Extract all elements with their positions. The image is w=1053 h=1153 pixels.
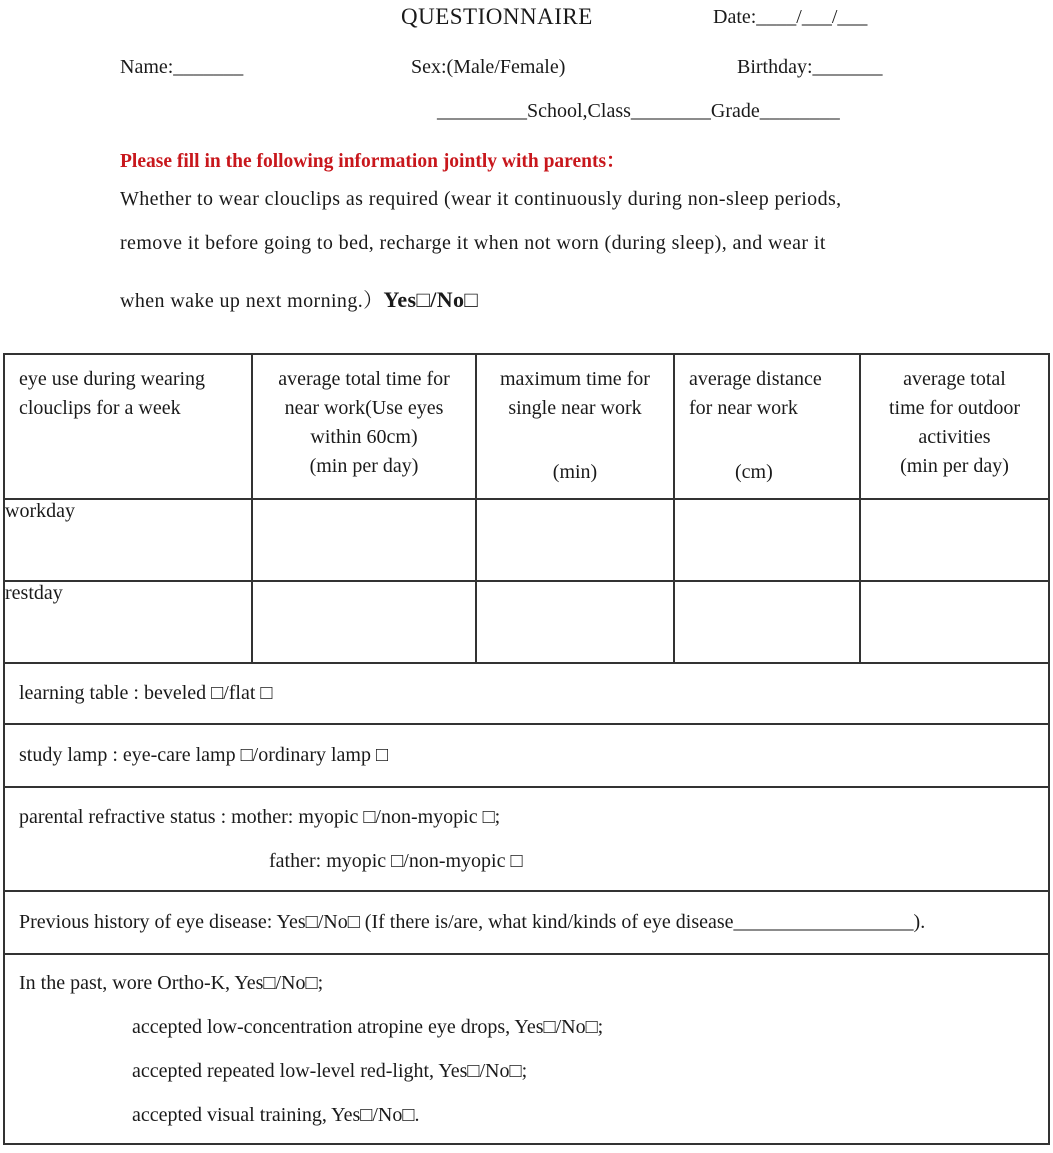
atropine-options[interactable]: accepted low-concentration atropine eye drops, Yes□/No□; [132,1016,604,1038]
row-label-workday: workday [4,499,252,581]
wear-requirement-line-1: Whether to wear clouclips as required (wear it continuously during non-sleep periods, [120,188,842,210]
learning-table-options[interactable]: learning table : beveled □/flat □ [4,663,1049,724]
header-line: time for outdoor [888,397,1021,419]
wear-requirement-text: when wake up next morning.） [120,290,384,312]
header-average-near-work [252,354,476,499]
header-line: (cm) [735,461,773,483]
table-row-learning-table [4,663,1049,724]
page-title: QUESTIONNAIRE [401,4,593,29]
header-line: eye use during wearing [19,368,206,390]
name-field[interactable]: Name:_______ [120,56,244,78]
date-field[interactable]: Date:____/___/___ [713,6,868,28]
table-row-parental-refractive [4,787,1049,891]
header-max-single-near-work [476,354,674,499]
row-label-restday: restday [4,581,252,663]
header-line: average distance [689,368,822,390]
cell-input[interactable] [674,499,860,581]
wear-requirement-line-3 [120,284,478,313]
header-outdoor-time [860,354,1049,499]
eye-use-table [3,353,1050,1145]
header-line: (min) [552,461,598,483]
header-line: maximum time for [500,368,650,390]
header-line: for near work [689,397,798,419]
mother-refractive-options[interactable]: parental refractive status : mother: myopic □/non-myopic □; [19,806,501,828]
table-row-workday [4,499,1049,581]
wear-yes-no-checkbox[interactable]: Yes□/No□ [383,287,479,312]
cell-input[interactable] [252,499,476,581]
cell-input[interactable] [476,499,674,581]
wear-requirement-line-2: remove it before going to bed, recharge it when not worn (during sleep), and wear it [120,232,826,254]
table-header-row [4,354,1049,499]
ortho-k-options[interactable]: In the past, wore Ortho-K, Yes□/No□; [19,972,324,994]
birthday-field[interactable]: Birthday:_______ [737,56,883,78]
cell-input[interactable] [252,581,476,663]
red-light-options[interactable]: accepted repeated low-level red-light, Yes□/No□; [132,1060,528,1082]
study-lamp-options[interactable]: study lamp : eye-care lamp □/ordinary lamp □ [4,724,1049,787]
visual-training-options[interactable]: accepted visual training, Yes□/No□. [132,1104,420,1126]
header-average-distance [674,354,860,499]
table-row-restday [4,581,1049,663]
header-eye-use [4,354,252,499]
father-refractive-options[interactable]: father: myopic □/non-myopic □ [269,850,523,872]
header-line: single near work [508,397,642,419]
school-class-grade-field[interactable]: _________School,Class________Grade________ [437,100,840,122]
header-line: (min per day) [309,455,419,477]
header-line: clouclips for a week [19,397,181,419]
cell-input[interactable] [476,581,674,663]
header-line: near work(Use eyes [284,397,444,419]
parental-refractive-status [4,787,1049,891]
past-treatments [4,954,1049,1144]
header-line: activities [918,426,991,448]
cell-input[interactable] [860,499,1049,581]
cell-input[interactable] [674,581,860,663]
cell-input[interactable] [860,581,1049,663]
instruction-text: Please fill in the following information jointly with parents： [120,151,626,172]
header-line: (min per day) [900,455,1009,477]
header-line: within 60cm) [310,426,418,448]
table-row-past-treatments [4,954,1049,1144]
table-row-study-lamp [4,724,1049,787]
header-line: average total [903,368,1006,390]
table-row-eye-disease [4,891,1049,954]
sex-field[interactable]: Sex:(Male/Female) [411,56,566,78]
eye-disease-history[interactable]: Previous history of eye disease: Yes□/No□ (If there is/are, what kind/kinds of eye disease__________________). [4,891,1049,954]
header-line: average total time for [278,368,450,390]
